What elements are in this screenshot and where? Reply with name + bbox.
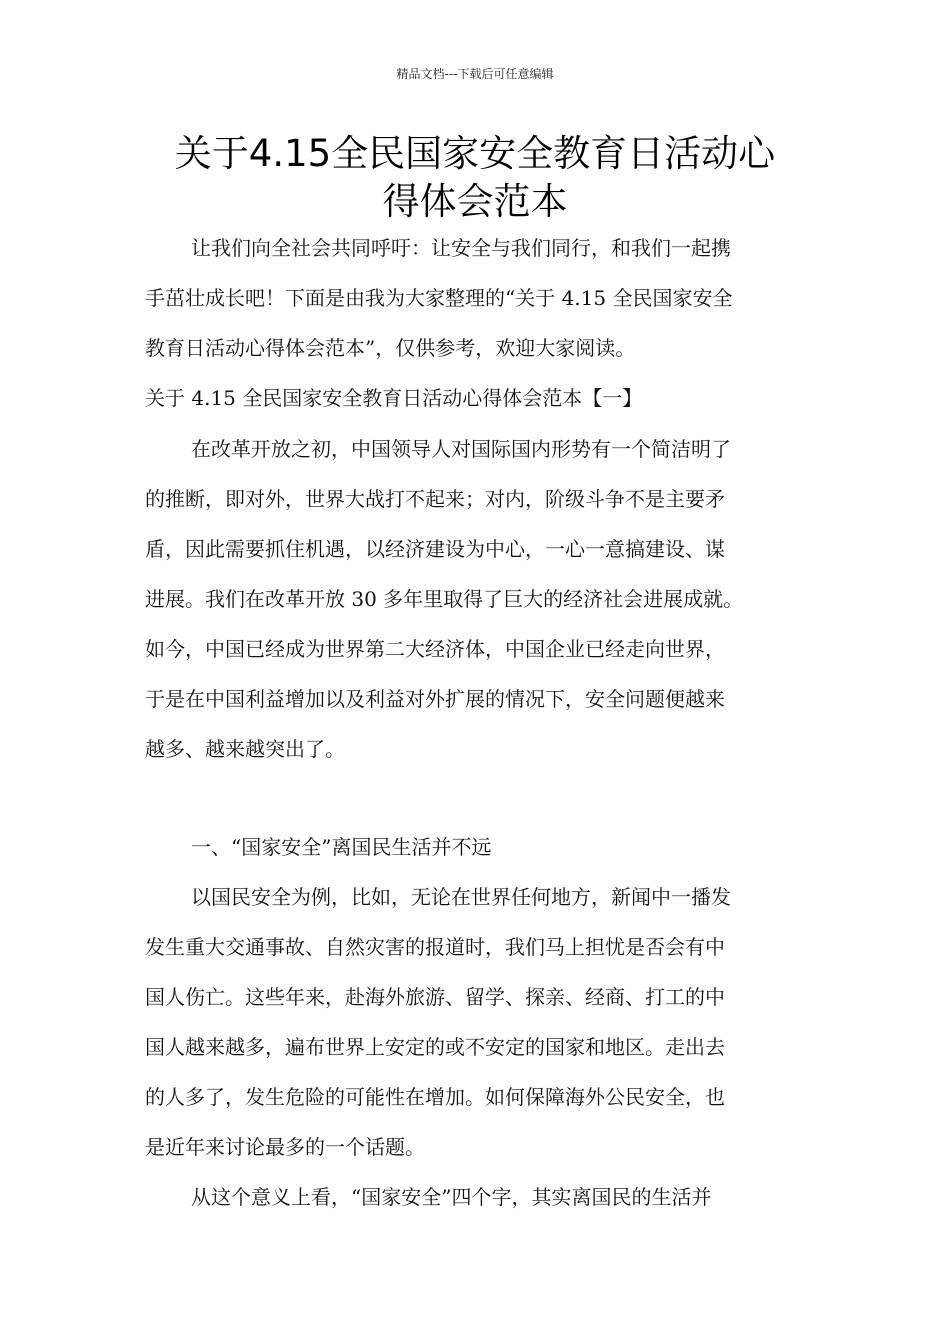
text-line: 从这个意义上看，“国家安全”四个字，其实离国民的生活并 — [191, 1185, 712, 1209]
text-line: 以国民安全为例，比如，无论在世界任何地方，新闻中一播发 — [191, 885, 731, 909]
text-line: 关于 4.15 全民国家安全教育日活动心得体会范本【一】 — [145, 386, 643, 410]
text-line: 一、“国家安全”离国民生活并不远 — [191, 835, 492, 859]
paragraph-1 — [145, 424, 815, 774]
text-line: 于是在中国利益增加以及利益对外扩展的情况下，安全问题便越来 — [145, 687, 725, 711]
paragraph-3 — [145, 1172, 815, 1222]
text-line: 教育日活动心得体会范本”，仅供参考，欢迎大家阅读。 — [145, 336, 636, 360]
section-heading — [145, 822, 815, 872]
text-line: 的人多了，发生危险的可能性在增加。如何保障海外公民安全，也 — [145, 1085, 725, 1109]
text-line: 是近年来讨论最多的一个话题。 — [145, 1135, 425, 1159]
header-note: 精品文档---下载后可任意编辑 — [396, 67, 554, 81]
text-line: 的推断，即对外，世界大战打不起来；对内，阶级斗争不是主要矛 — [145, 487, 725, 511]
text-line: 在改革开放之初，中国领导人对国际国内形势有一个简洁明了 — [191, 437, 731, 461]
text-line: 手茁壮成长吧！下面是由我为大家整理的“关于 4.15 全民国家安全 — [145, 286, 733, 310]
text-line: 越多、越来越突出了。 — [145, 737, 345, 761]
intro-paragraph — [145, 223, 815, 373]
text-line: 让我们向全社会共同呼吁：让安全与我们同行，和我们一起携 — [191, 236, 731, 260]
title-line: 得体会范本 — [382, 180, 568, 223]
paragraph-2 — [145, 872, 815, 1172]
text-line: 国人伤亡。这些年来，赴海外旅游、留学、探亲、经商、打工的中 — [145, 985, 725, 1009]
text-line: 国人越来越多，遍布世界上安定的或不安定的国家和地区。走出去 — [145, 1035, 725, 1059]
part-heading — [145, 373, 815, 423]
document-title — [120, 130, 830, 226]
text-line: 盾，因此需要抓住机遇，以经济建设为中心，一心一意搞建设、谋 — [145, 537, 725, 561]
title-line: 关于4.15全民国家安全教育日活动心 — [174, 132, 776, 175]
text-line: 如今，中国已经成为世界第二大经济体，中国企业已经走向世界， — [145, 637, 725, 661]
text-line: 进展。我们在改革开放 30 多年里取得了巨大的经济社会进展成就。 — [145, 587, 744, 611]
text-line: 发生重大交通事故、自然灾害的报道时，我们马上担忧是否会有中 — [145, 935, 725, 959]
